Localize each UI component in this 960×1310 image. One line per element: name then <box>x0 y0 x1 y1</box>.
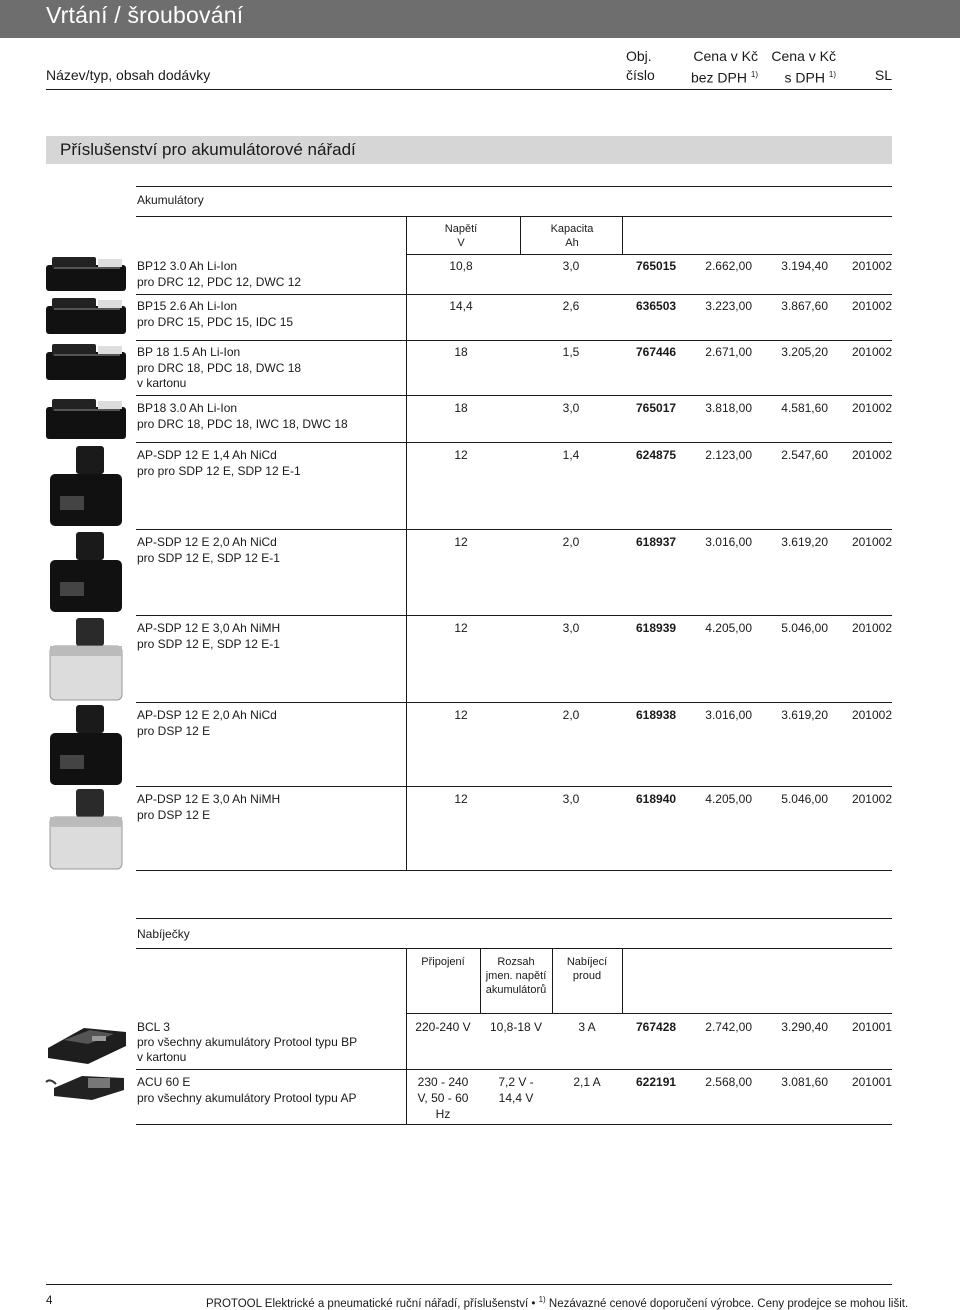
chargers-bottom-rule <box>136 1124 892 1125</box>
charger-sl: 201001 <box>851 1075 892 1089</box>
batteries-top-rule <box>136 186 892 187</box>
battery-desc: pro DRC 12, PDC 12, DWC 12 <box>137 275 302 289</box>
batteries-columns-rule <box>406 254 892 255</box>
battery-desc: pro SDP 12 E, SDP 12 E-1 <box>137 551 280 565</box>
footer-mark: 1) <box>538 1295 546 1304</box>
battery-voltage: 12 <box>454 535 468 549</box>
charger-desc-extra: v kartonu <box>137 1050 187 1064</box>
battery-desc: pro pro SDP 12 E, SDP 12 E-1 <box>137 464 301 478</box>
battery-sl: 201002 <box>851 621 892 635</box>
charger-price-net: 2.742,00 <box>705 1020 752 1034</box>
battery-price-net: 2.662,00 <box>705 259 752 273</box>
battery-price-net: 3.818,00 <box>705 401 752 415</box>
charger-order-number: 767428 <box>636 1020 677 1034</box>
battery-sl: 201002 <box>851 792 892 806</box>
battery-ap-dsp-3-0-image <box>46 787 126 871</box>
battery-order-number: 618940 <box>636 792 677 806</box>
col-capacity-header-2: Ah <box>565 237 579 249</box>
battery-price-gross: 3.194,40 <box>781 259 828 273</box>
batteries-col-divider <box>520 216 521 255</box>
battery-desc-extra: v kartonu <box>137 376 187 390</box>
batteries-col-divider <box>622 216 623 255</box>
battery-capacity: 1,4 <box>562 448 580 462</box>
charger-connection-3: Hz <box>435 1107 451 1121</box>
col-net-header-2-text: bez DPH <box>690 69 747 86</box>
battery-capacity: 2,0 <box>562 708 580 722</box>
battery-bp18-3-0-image <box>44 395 128 441</box>
col-connection-header: Připojení <box>421 956 465 968</box>
charger-acu60e-image <box>44 1068 130 1102</box>
battery-sl: 201002 <box>851 535 892 549</box>
battery-sl: 201002 <box>851 401 892 415</box>
battery-price-net: 4.205,00 <box>705 792 752 806</box>
battery-voltage: 10,8 <box>449 259 473 273</box>
battery-price-net: 3.223,00 <box>705 299 752 313</box>
footer-bullet: • <box>531 1297 536 1310</box>
col-voltage-header-2: V <box>457 237 465 249</box>
battery-voltage: 12 <box>454 792 468 806</box>
row-divider <box>136 702 892 703</box>
col-range-header-1: Rozsah <box>497 956 535 968</box>
battery-ap-sdp-3-0-image <box>46 616 126 702</box>
charger-connection: 230 - 240 <box>417 1075 469 1089</box>
battery-sl: 201002 <box>851 259 892 273</box>
batteries-heading: Akumulátory <box>137 193 204 207</box>
footer-rule <box>46 1284 892 1285</box>
row-divider <box>136 1069 892 1070</box>
col-gross-header-1: Cena v Kč <box>771 48 836 64</box>
charger-connection: 220-240 V <box>415 1020 471 1034</box>
battery-price-gross: 5.046,00 <box>781 621 828 635</box>
row-divider <box>136 529 892 530</box>
col-capacity-header-1: Kapacita <box>550 223 594 235</box>
col-voltage-header-1: Napětí <box>444 223 478 235</box>
charger-desc: pro všechny akumulátory Protool typu BP <box>137 1035 358 1049</box>
col-range-header-2: jmen. napětí <box>485 970 547 982</box>
battery-capacity: 3,0 <box>562 401 580 415</box>
battery-price-net: 3.016,00 <box>705 708 752 722</box>
battery-price-gross: 3.619,20 <box>781 535 828 549</box>
page-title: Vrtání / šroubování <box>46 2 244 28</box>
footnote-mark: 1) <box>750 70 758 79</box>
row-divider <box>136 442 892 443</box>
battery-ap-sdp-1-4-image <box>46 444 126 528</box>
battery-order-number: 624875 <box>636 448 677 462</box>
charger-bcl3-image <box>44 1018 130 1066</box>
chargers-heading-rule <box>136 948 892 949</box>
charger-desc: pro všechny akumulátory Protool typu AP <box>137 1091 357 1105</box>
battery-price-gross: 2.547,60 <box>781 448 828 462</box>
charger-range: 7,2 V - <box>498 1075 534 1089</box>
col-order-header-2: číslo <box>626 67 655 83</box>
battery-order-number: 618937 <box>636 535 677 549</box>
battery-voltage: 18 <box>454 401 468 415</box>
chargers-col-divider <box>622 948 623 1013</box>
charger-range: 10,8-18 V <box>489 1020 543 1034</box>
battery-sl: 201002 <box>851 345 892 359</box>
battery-order-number: 767446 <box>636 345 677 359</box>
chargers-heading: Nabíječky <box>137 927 190 941</box>
charger-order-number: 622191 <box>636 1075 677 1089</box>
charger-current: 3 A <box>578 1020 596 1034</box>
battery-price-gross: 3.205,20 <box>781 345 828 359</box>
battery-price-gross: 5.046,00 <box>781 792 828 806</box>
footer-note: Nezávazné cenové doporučení výrobce. Ceny prodejce se mohou lišit. <box>548 1297 909 1310</box>
battery-desc: pro DRC 18, PDC 18, IWC 18, DWC 18 <box>137 417 348 431</box>
page-number: 4 <box>46 1295 53 1307</box>
chargers-col-divider <box>552 948 553 1013</box>
battery-name: AP-SDP 12 E 2,0 Ah NiCd <box>137 535 277 549</box>
battery-order-number: 765017 <box>636 401 677 415</box>
battery-bp18-1-5-image <box>44 340 128 382</box>
col-net-header-1: Cena v Kč <box>693 48 758 64</box>
col-sl-header: SL <box>874 67 892 83</box>
charger-price-net: 2.568,00 <box>705 1075 752 1089</box>
battery-name: BP12 3.0 Ah Li-Ion <box>137 259 238 273</box>
battery-capacity: 3,0 <box>562 259 580 273</box>
battery-name: AP-SDP 12 E 1,4 Ah NiCd <box>137 448 277 462</box>
charger-price-gross: 3.290,40 <box>781 1020 828 1034</box>
footer-text <box>206 1295 908 1310</box>
battery-capacity: 1,5 <box>562 345 580 359</box>
charger-price-gross: 3.081,60 <box>781 1075 828 1089</box>
charger-sl: 201001 <box>851 1020 892 1034</box>
battery-capacity: 2,6 <box>562 299 580 313</box>
col-name-header: Název/typ, obsah dodávky <box>46 67 211 83</box>
col-order-header-1: Obj. <box>626 48 652 64</box>
battery-order-number: 765015 <box>636 259 677 273</box>
battery-price-net: 2.123,00 <box>705 448 752 462</box>
row-divider <box>136 294 892 295</box>
col-gross-header-2-text: s DPH <box>784 69 825 86</box>
battery-desc: pro DSP 12 E <box>137 724 211 738</box>
battery-bp12-image <box>44 253 128 293</box>
header-rule <box>46 89 892 90</box>
charger-name: BCL 3 <box>137 1020 170 1034</box>
battery-voltage: 12 <box>454 448 468 462</box>
battery-bp15-image <box>44 294 128 336</box>
battery-ap-dsp-2-0-image <box>46 703 126 787</box>
row-divider <box>136 615 892 616</box>
battery-desc: pro DSP 12 E <box>137 808 211 822</box>
battery-capacity: 3,0 <box>562 621 580 635</box>
chargers-columns-rule <box>406 1013 892 1014</box>
battery-name: AP-DSP 12 E 2,0 Ah NiCd <box>137 708 277 722</box>
footer-publication: PROTOOL Elektrické a pneumatické ruční nářadí, příslušenství <box>206 1297 529 1310</box>
battery-price-gross: 3.619,20 <box>781 708 828 722</box>
battery-name: BP 18 1.5 Ah Li-Ion <box>137 345 241 359</box>
battery-price-gross: 3.867,60 <box>781 299 828 313</box>
battery-capacity: 3,0 <box>562 792 580 806</box>
col-net-header-2 <box>680 66 758 87</box>
charger-range-2: 14,4 V <box>498 1091 534 1105</box>
row-divider <box>136 395 892 396</box>
battery-voltage: 12 <box>454 621 468 635</box>
battery-desc: pro SDP 12 E, SDP 12 E-1 <box>137 637 280 651</box>
battery-name: AP-SDP 12 E 3,0 Ah NiMH <box>137 621 281 635</box>
battery-voltage: 12 <box>454 708 468 722</box>
battery-voltage: 14,4 <box>449 299 473 313</box>
chargers-col-divider <box>480 948 481 1013</box>
batteries-heading-rule <box>136 216 892 217</box>
battery-ap-sdp-2-0-image <box>46 530 126 614</box>
batteries-divider <box>406 216 407 870</box>
battery-price-net: 3.016,00 <box>705 535 752 549</box>
battery-name: AP-DSP 12 E 3,0 Ah NiMH <box>137 792 281 806</box>
batteries-bottom-rule <box>136 870 892 871</box>
battery-price-gross: 4.581,60 <box>781 401 828 415</box>
battery-sl: 201002 <box>851 448 892 462</box>
charger-name: ACU 60 E <box>137 1075 191 1089</box>
battery-capacity: 2,0 <box>562 535 580 549</box>
row-divider <box>136 340 892 341</box>
charger-current: 2,1 A <box>573 1075 601 1089</box>
col-gross-header-2 <box>760 66 836 87</box>
battery-name: BP15 2.6 Ah Li-Ion <box>137 299 238 313</box>
battery-price-net: 2.671,00 <box>705 345 752 359</box>
battery-order-number: 618939 <box>636 621 677 635</box>
battery-sl: 201002 <box>851 708 892 722</box>
col-current-header-2: proud <box>572 970 602 982</box>
battery-price-net: 4.205,00 <box>705 621 752 635</box>
battery-order-number: 618938 <box>636 708 677 722</box>
battery-desc: pro DRC 15, PDC 15, IDC 15 <box>137 315 294 329</box>
col-current-header-1: Nabíjecí <box>566 956 608 968</box>
chargers-top-rule <box>136 918 892 919</box>
battery-name: BP18 3.0 Ah Li-Ion <box>137 401 238 415</box>
col-range-header-3: akumulátorů <box>485 984 547 996</box>
battery-desc: pro DRC 18, PDC 18, DWC 18 <box>137 361 302 375</box>
section-title: Příslušenství pro akumulátorové nářadí <box>60 140 356 159</box>
battery-order-number: 636503 <box>636 299 677 313</box>
battery-voltage: 18 <box>454 345 468 359</box>
row-divider <box>136 786 892 787</box>
chargers-divider <box>406 948 407 1124</box>
charger-connection-2: V, 50 - 60 <box>417 1091 469 1105</box>
footnote-mark: 1) <box>828 70 836 79</box>
battery-sl: 201002 <box>851 299 892 313</box>
